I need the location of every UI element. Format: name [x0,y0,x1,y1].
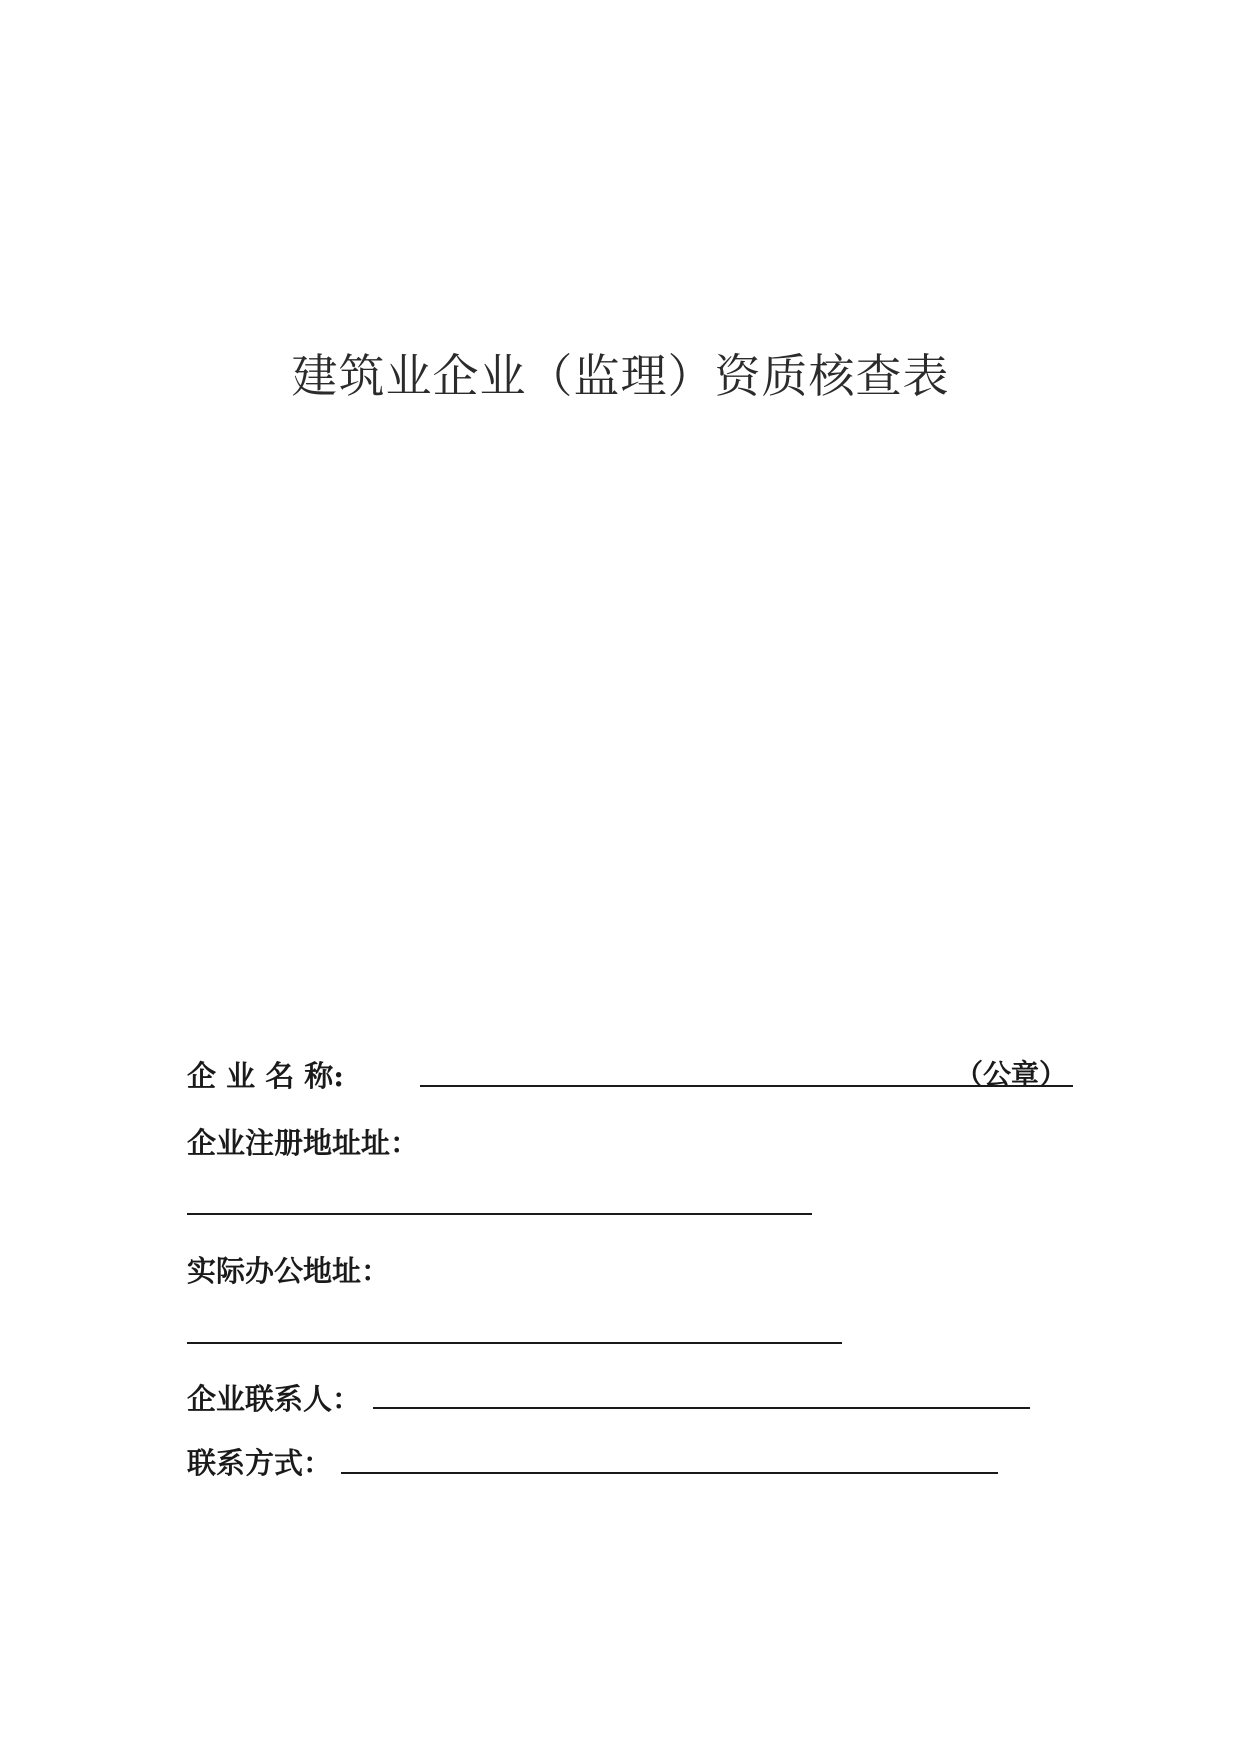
contact-method-line[interactable] [341,1472,998,1474]
registered-address-label: 企业注册地址址： [187,1126,420,1160]
contact-person-label: 企业联系人： [187,1382,362,1416]
office-address-label: 实际办公地址： [187,1254,391,1288]
registered-address-line[interactable] [187,1213,812,1215]
document-title: 建筑业企业（监理）资质核查表 [291,349,950,403]
contact-method-label: 联系方式： [187,1446,333,1480]
contact-person-line[interactable] [373,1407,1030,1409]
office-address-line[interactable] [187,1342,842,1344]
company-name-label: 企 业 名 称: [187,1059,344,1093]
company-seal-note: （公章） [955,1058,1068,1091]
